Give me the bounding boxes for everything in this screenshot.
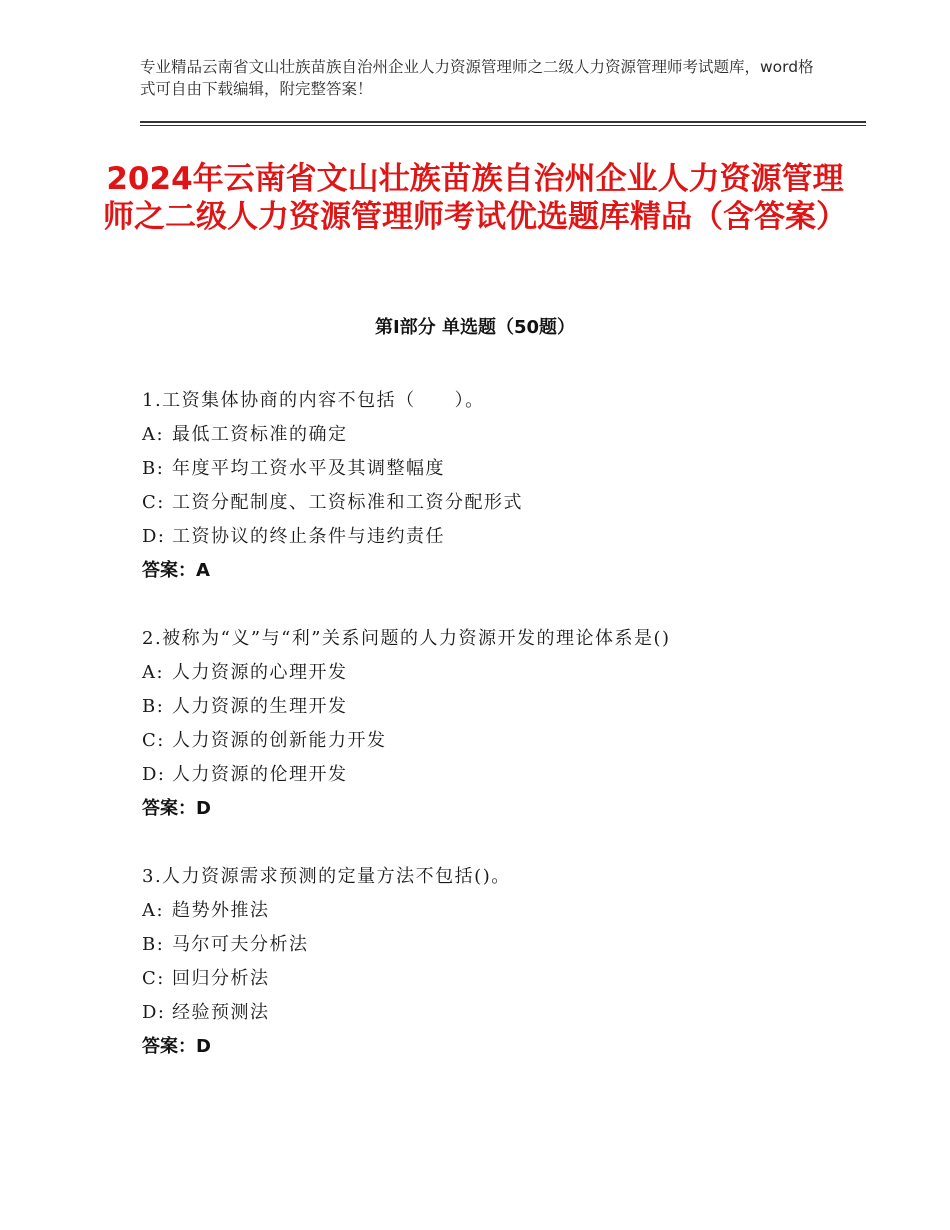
option-text: 人力资源的心理开发	[172, 662, 348, 683]
section-heading: 第Ⅰ部分 单选题（50题）	[374, 317, 575, 338]
option-a	[142, 418, 882, 452]
question-list	[142, 384, 882, 1098]
question-stem: 2.被称为“义”与“利”关系问题的人力资源开发的理论体系是()	[142, 628, 671, 649]
option-letter: B:	[142, 934, 165, 955]
option-text: 年度平均工资水平及其调整幅度	[172, 458, 445, 479]
option-text: 趋势外推法	[172, 900, 270, 921]
option-c	[142, 724, 882, 758]
header-rule-thin	[140, 125, 866, 126]
option-letter: C:	[142, 492, 165, 513]
option-letter: D:	[142, 1002, 166, 1023]
option-letter: A:	[142, 662, 165, 683]
option-letter: B:	[142, 458, 165, 479]
answer-label: 答案：D	[142, 1036, 211, 1057]
option-d	[142, 996, 882, 1030]
header-rule-thick	[140, 121, 866, 123]
option-letter: C:	[142, 730, 165, 751]
option-a	[142, 656, 882, 690]
option-d	[142, 758, 882, 792]
option-b	[142, 690, 882, 724]
option-text: 人力资源的创新能力开发	[172, 730, 387, 751]
option-letter: D:	[142, 764, 166, 785]
option-b	[142, 452, 882, 486]
option-text: 工资协议的终止条件与违约责任	[172, 526, 445, 547]
option-letter: D:	[142, 526, 166, 547]
answer-label: 答案：D	[142, 798, 211, 819]
option-c	[142, 962, 882, 996]
question-3	[142, 860, 882, 1064]
question-1	[142, 384, 882, 588]
header-note: 专业精品云南省文山壮族苗族自治州企业人力资源管理师之二级人力资源管理师考试题库，word格式可自由下载编辑，附完整答案！	[140, 58, 814, 98]
option-letter: A:	[142, 424, 165, 445]
option-text: 人力资源的生理开发	[172, 696, 348, 717]
option-letter: C:	[142, 968, 165, 989]
answer-label: 答案：A	[142, 560, 210, 581]
option-text: 最低工资标准的确定	[172, 424, 348, 445]
option-text: 人力资源的伦理开发	[172, 764, 348, 785]
option-text: 经验预测法	[172, 1002, 270, 1023]
option-text: 回归分析法	[172, 968, 270, 989]
question-stem: 3.人力资源需求预测的定量方法不包括()。	[142, 866, 511, 887]
option-b	[142, 928, 882, 962]
question-2	[142, 622, 882, 826]
option-text: 工资分配制度、工资标准和工资分配形式	[172, 492, 523, 513]
option-d	[142, 520, 882, 554]
question-stem: 1.工资集体协商的内容不包括（ ）。	[142, 390, 485, 411]
option-letter: A:	[142, 900, 165, 921]
option-c	[142, 486, 882, 520]
document-title: 2024年云南省文山壮族苗族自治州企业人力资源管理师之二级人力资源管理师考试优选题库精品（含答案）	[103, 161, 847, 235]
option-text: 马尔可夫分析法	[172, 934, 309, 955]
option-a	[142, 894, 882, 928]
option-letter: B:	[142, 696, 165, 717]
